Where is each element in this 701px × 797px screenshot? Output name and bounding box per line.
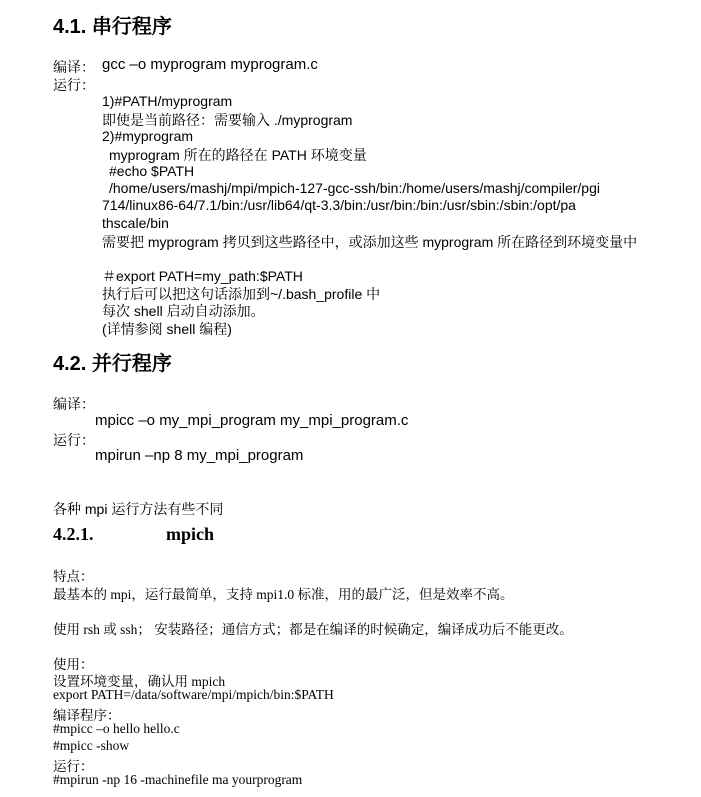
set-env-text: 设置环境变量，确认用 mpich — [53, 674, 226, 689]
run-label: 运行： — [53, 77, 95, 93]
run-label: 运行： — [53, 432, 95, 448]
path-line: 714/linux86-64/7.1/bin:/usr/lib64/qt-3.3/bin:/usr/bin:/bin:/usr/sbin:/sbin:/opt/pa — [102, 197, 576, 213]
feature-text: 最基本的 mpi，运行最简单，支持 mpi1.0 标准，用的最广泛，但是效率不高。 — [53, 587, 514, 602]
usage-note: 使用 rsh 或 ssh； 安装路径；通信方式；都是在编译的时候确定，编译成功后不能更改。 — [53, 622, 573, 637]
run-command: #mpirun -np 16 -machinefile ma yourprogram — [53, 772, 303, 787]
path-line: thscale/bin — [102, 215, 169, 231]
run-label: 运行： — [53, 759, 94, 774]
text-line: ＃export PATH=my_path:$PATH — [102, 268, 303, 284]
text-line: myprogram 所在的路径在 PATH 环境变量 — [109, 147, 367, 163]
path-line: /home/users/mashj/mpi/mpich-127-gcc-ssh/bin:/home/users/mashj/compiler/pgi — [109, 180, 600, 196]
run-command: mpirun –np 8 my_mpi_program — [95, 447, 304, 464]
text-line: 执行后可以把这句话添加到~/.bash_profile 中 — [102, 286, 381, 302]
subsection-title: mpich — [166, 524, 215, 544]
note-text: 各种 mpi 运行方法有些不同 — [53, 501, 224, 517]
text-line: 需要把 myprogram 拷贝到这些路径中，或添加这些 myprogram 所在路径到环境变量中 — [102, 234, 638, 250]
use-label: 使用： — [53, 657, 94, 672]
section-heading-4-2: 4.2. 并行程序 — [53, 353, 172, 375]
text-line: (详情参阅 shell 编程) — [102, 321, 232, 337]
compile-command: mpicc –o my_mpi_program my_mpi_program.c — [95, 412, 409, 429]
show-command: #mpicc -show — [53, 738, 130, 753]
subsection-number: 4.2.1. — [53, 524, 94, 544]
feature-label: 特点： — [53, 569, 94, 584]
compile-command: #mpicc –o hello hello.c — [53, 721, 180, 736]
text-line: 1)#PATH/myprogram — [102, 93, 233, 109]
text-line: #echo $PATH — [109, 163, 195, 179]
section-heading-4-1: 4.1. 串行程序 — [53, 16, 172, 38]
compile-label: 编译程序： — [53, 708, 121, 723]
text-line: 2)#myprogram — [102, 128, 194, 144]
compile-command: gcc –o myprogram myprogram.c — [102, 56, 318, 73]
text-line: 即使是当前路径：需要输入 ./myprogram — [102, 112, 353, 128]
compile-label: 编译： — [53, 396, 95, 412]
export-command: export PATH=/data/software/mpi/mpich/bin:$PATH — [53, 687, 334, 702]
text-line: 每次 shell 启动自动添加。 — [102, 303, 265, 319]
compile-label: 编译： — [53, 59, 95, 75]
